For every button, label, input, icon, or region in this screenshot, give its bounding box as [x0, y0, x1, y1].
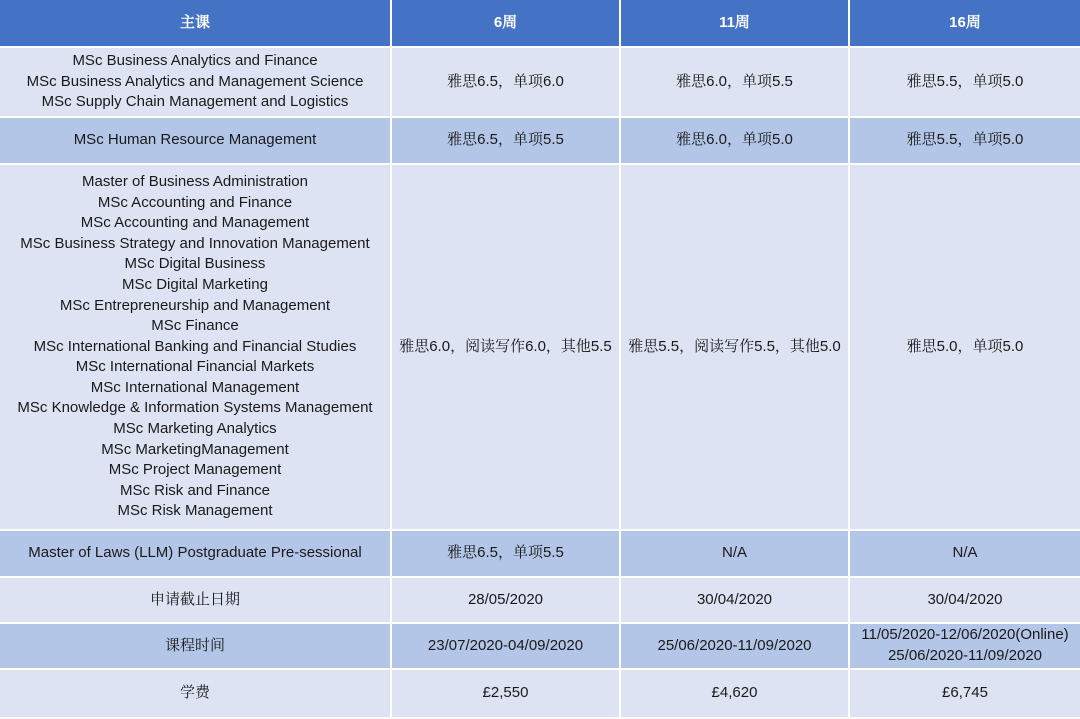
course-name: MSc Marketing Analytics [113, 420, 277, 438]
header-6-weeks: 6周 [392, 0, 621, 48]
requirement-6w: 雅思6.5，单项5.5 [392, 531, 621, 578]
course-name: MSc Business Analytics and Finance [72, 52, 318, 70]
requirement-11w: 雅思6.0，单项5.0 [621, 118, 850, 165]
requirement-6w: 雅思6.5，单项6.0 [392, 48, 621, 118]
schedule-label: 课程时间 [0, 624, 392, 670]
course-name: MSc Supply Chain Management and Logistics [41, 93, 349, 111]
course-name: MSc Finance [151, 317, 239, 335]
course-group-4 [0, 531, 392, 578]
requirement-16w: 雅思5.0，单项5.0 [850, 165, 1080, 531]
course-name: MSc Human Resource Management [73, 131, 317, 149]
schedule-16w [850, 624, 1080, 670]
course-name: MSc Accounting and Management [80, 214, 310, 232]
fee-11w: £4,620 [621, 670, 850, 719]
header-course: 主课 [0, 0, 392, 48]
requirement-6w: 雅思6.0，阅读写作6.0，其他5.5 [392, 165, 621, 531]
course-name: MSc Digital Marketing [122, 275, 268, 293]
requirement-11w: 雅思6.0，单项5.5 [621, 48, 850, 118]
fee-6w: £2,550 [392, 670, 621, 719]
course-name: MSc Entrepreneurship and Management [59, 296, 331, 314]
course-group-1 [0, 48, 392, 118]
requirement-16w: 雅思5.5，单项5.0 [850, 48, 1080, 118]
course-name: MSc Business Analytics and Management Science [26, 72, 364, 90]
schedule-16w-online: 11/05/2020-12/06/2020(Online) [861, 626, 1069, 644]
course-name: MSc Knowledge & Information Systems Management [17, 399, 373, 417]
course-name: MSc Project Management [108, 461, 282, 479]
course-name: MSc Risk Management [117, 502, 273, 520]
fee-label: 学费 [0, 670, 392, 719]
course-group-2 [0, 118, 392, 165]
course-name: Master of Business Administration [82, 172, 308, 190]
requirement-11w: N/A [621, 531, 850, 578]
deadline-16w: 30/04/2020 [850, 578, 1080, 624]
course-group-3 [0, 165, 392, 531]
schedule-11w: 25/06/2020-11/09/2020 [621, 624, 850, 670]
course-name: Master of Laws (LLM) Postgraduate Pre-sessional [28, 544, 362, 562]
schedule-16w-campus: 25/06/2020-11/09/2020 [887, 647, 1042, 664]
requirement-16w: N/A [850, 531, 1080, 578]
course-name: MSc Accounting and Finance [97, 193, 293, 211]
course-name: MSc Risk and Finance [119, 481, 271, 499]
deadline-11w: 30/04/2020 [621, 578, 850, 624]
course-name: MSc International Financial Markets [75, 358, 315, 376]
requirement-6w: 雅思6.5，单项5.5 [392, 118, 621, 165]
course-name: MSc International Banking and Financial Studies [33, 337, 357, 355]
requirement-11w: 雅思5.5，阅读写作5.5，其他5.0 [621, 165, 850, 531]
schedule-6w: 23/07/2020-04/09/2020 [392, 624, 621, 670]
requirement-16w: 雅思5.5，单项5.0 [850, 118, 1080, 165]
course-name: MSc MarketingManagement [101, 440, 289, 458]
deadline-6w: 28/05/2020 [392, 578, 621, 624]
header-11-weeks: 11周 [621, 0, 850, 48]
course-name: MSc Digital Business [124, 255, 266, 273]
course-name: MSc International Management [90, 378, 300, 396]
header-16-weeks: 16周 [850, 0, 1080, 48]
course-name: MSc Business Strategy and Innovation Management [20, 234, 370, 252]
fee-16w: £6,745 [850, 670, 1080, 719]
deadline-label: 申请截止日期 [0, 578, 392, 624]
